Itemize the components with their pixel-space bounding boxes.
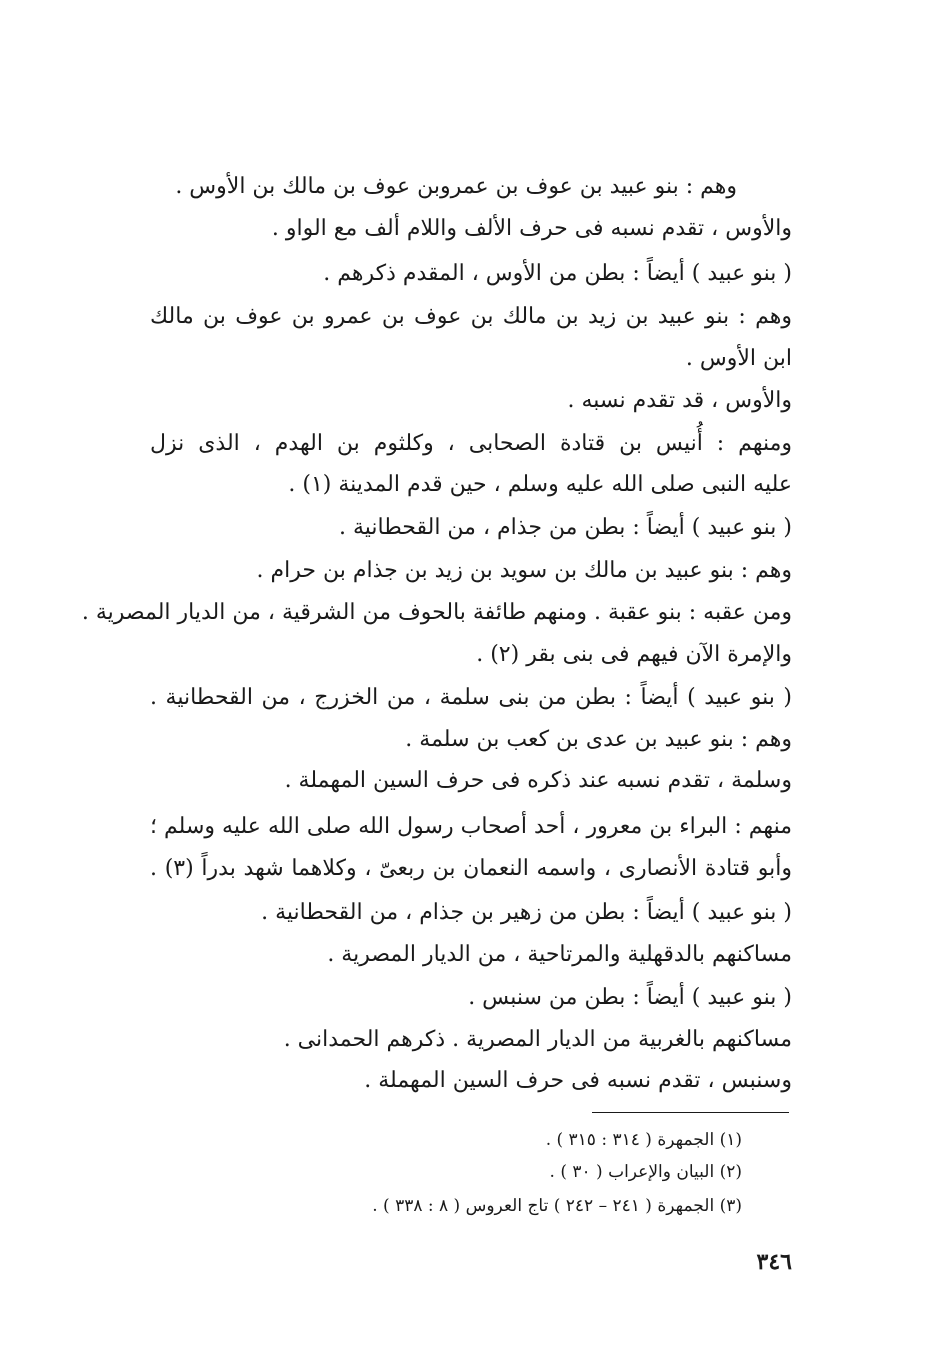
text-line: وسلمة ، تقدم نسبه عند ذكره فى حرف السين المهملة .: [284, 768, 792, 793]
text-line: مساكنهم بالدقهلية والمرتاحية ، من الديار المصرية .: [327, 942, 792, 967]
text-line: ( بنو عبيد ) أيضاً : بطن من بنى سلمة ، من الخزرج ، من القحطانية .: [150, 685, 792, 710]
footnote: (١) الجمهرة ( ٣١٤ : ٣١٥ ) .: [545, 1130, 742, 1150]
footnote: (٣) الجمهرة ( ٢٤١ – ٢٤٢ ) تاج العروس ( ٨ : ٣٣٨ ) .: [372, 1196, 742, 1216]
text-line: وأبو قتادة الأنصارى ، واسمه النعمان بن ربعىّ ، وكلاهما شهد بدراً (٣) .: [150, 856, 792, 881]
text-line: وسنبس ، تقدم نسبه فى حرف السين المهملة .: [364, 1068, 792, 1093]
text-line: وهم : بنو عبيد بن مالك بن سويد بن زيد بن جذام بن حرام .: [256, 558, 792, 583]
text-line: والإمرة الآن فيهم فى بنى بقر (٢) .: [476, 642, 792, 667]
text-line: والأوس ، قد تقدم نسبه .: [567, 388, 792, 413]
text-line: وهم : بنو عبيد بن زيد بن مالك بن عوف بن عمرو بن عوف بن مالك: [150, 304, 792, 329]
footnote: (٢) البيان والإعراب ( ٣٠ ) .: [549, 1162, 742, 1182]
footnote-divider: [592, 1112, 789, 1113]
text-line: عليه النبى صلى الله عليه وسلم ، حين قدم المدينة (١) .: [288, 472, 792, 497]
text-line: ( بنو عبيد ) أيضاً : بطن من الأوس ، المقدم ذكرهم .: [323, 261, 792, 286]
text-line: منهم : البراء بن معرور ، أحد أصحاب رسول الله صلى الله عليه وسلم ؛: [150, 814, 792, 839]
text-line: وهم : بنو عبيد بن عوف بن عمروبن عوف بن مالك بن الأوس .: [175, 174, 737, 199]
text-line: ومنهم : أُنيس بن قتادة الصحابى ، وكلثوم بن الهدم ، الذى نزل: [150, 431, 792, 456]
text-line: وهم : بنو عبيد بن عدى بن كعب بن سلمة .: [405, 727, 792, 752]
text-line: ومن عقبه : بنو عقبة . ومنهم طائفة بالحوف من الشرقية ، من الديار المصرية .: [81, 600, 792, 625]
text-line: والأوس ، تقدم نسبه فى حرف الألف واللام ألف مع الواو .: [271, 216, 792, 241]
text-line: ( بنو عبيد ) أيضاً : بطن من سنبس .: [468, 985, 792, 1010]
page-number: ٣٤٦: [756, 1249, 792, 1275]
text-line: ( بنو عبيد ) أيضاً : بطن من زهير بن جذام ، من القحطانية .: [261, 900, 792, 925]
text-line: ( بنو عبيد ) أيضاً : بطن من جذام ، من القحطانية .: [339, 515, 792, 540]
text-line: ابن الأوس .: [685, 346, 792, 371]
text-line: مساكنهم بالغربية من الديار المصرية . ذكرهم الحمدانى .: [283, 1027, 792, 1052]
